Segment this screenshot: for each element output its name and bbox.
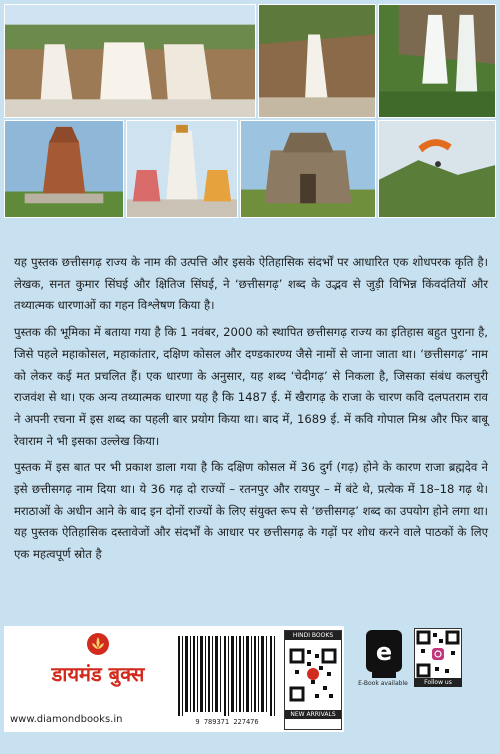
isbn-number: 9 789371 227476 bbox=[195, 718, 259, 726]
publisher-footer bbox=[4, 626, 344, 732]
photo-brick-temple bbox=[4, 120, 124, 218]
qr-top-caption: HINDI BOOKS bbox=[285, 631, 341, 640]
description-paragraph-2: पुस्तक की भूमिका में बताया गया है कि 1 नवंबर, 2000 को स्थापित छत्तीसगढ़ राज्य का इतिहास बहुत पुराना है, जिसे पहले महाकोसल, महाकांतार, दक्षिण कोसल और दण्डकारण्य जैसे नामों से जाना जाता था। ‘छत्तीसगढ़’ नाम को लेकर कई मत प्रचलित हैं। एक धारणा के अनुसार, यह शब्द ‘चेदीगढ़’ से निकला है, जिसका संबंध कलचुरी राजवंश से था। एक अन्य तथ्यात्मक धारणा यह है कि 1487 ई. में खैरागढ़ के राजा के चारण कवि दलपतराम राव ने अपनी रचना में इस शब्द का पहली बार प्रयोग किया था। बाद में, 1689 ई. में कवि गोपाल मिश्र और फिर बाबू रेवाराम ने भी इसका उल्लेख किया। bbox=[14, 325, 488, 448]
photo-white-temple bbox=[126, 120, 238, 218]
book-description bbox=[14, 252, 488, 571]
svg-text:e: e bbox=[375, 638, 393, 666]
qr-bottom-caption: NEW ARRIVALS bbox=[285, 710, 341, 719]
hindi-books-qr-panel[interactable] bbox=[284, 630, 342, 730]
description-paragraph-3: पुस्तक में इस बात पर भी प्रकाश डाला गया है कि दक्षिण कोसल में 36 दुर्ग (गढ़) होने के कारण राजा ब्रह्मदेव ने इसे छत्तीसगढ़ नाम दिया था। ये 36 गढ़ दो राज्यों – रतनपुर और रायपुर – में बंटे थे, प्रत्येक में 18–18 गढ़ थे। मराठाओं के अधीन आने के बाद इन दोनों राज्यों के लिए संयुक्त रूप से ‘छत्तीसगढ़’ शब्द का उपयोग होने लगा था। यह पुस्तक ऐतिहासिक दस्तावेजों और संदर्भों के आधार पर छत्तीसगढ़ के गढ़ों पर शोध करने वाले पाठकों के लिए एक महत्वपूर्ण स्रोत है bbox=[14, 460, 488, 562]
publisher-logo bbox=[18, 632, 178, 692]
photo-paraglider bbox=[378, 120, 496, 218]
publisher-name: डायमंड बुक्स bbox=[51, 662, 145, 686]
photo-stone-temple bbox=[240, 120, 376, 218]
ebook-caption: E-Book available bbox=[358, 680, 408, 687]
isbn-barcode bbox=[174, 634, 280, 718]
lotus-icon bbox=[86, 632, 110, 656]
photo-collage bbox=[4, 4, 496, 218]
instagram-qr-icon bbox=[415, 629, 461, 679]
qr-code-icon bbox=[289, 644, 337, 706]
photo-waterfall-green bbox=[378, 4, 496, 118]
ebook-icon[interactable] bbox=[362, 628, 406, 680]
photo-waterfall-cliff bbox=[258, 4, 376, 118]
photo-waterfall-wide bbox=[4, 4, 256, 118]
description-paragraph-1: यह पुस्तक छत्तीसगढ़ राज्य के नाम की उत्पत्ति और इसके ऐतिहासिक संदर्भों पर आधारित एक शोधपरक कृति है। लेखक, सनत कुमार सिंघई और क्षितिज सिंघई, ने ‘छत्तीसगढ़’ शब्द के उद्भव से जुड़ी विभिन्न किंवदंतियों और तथ्यात्मक धारणाओं का गहन विश्लेषण किया है। bbox=[14, 255, 488, 313]
follow-caption: Follow us bbox=[414, 678, 462, 687]
follow-us-qr[interactable] bbox=[414, 628, 462, 680]
publisher-url[interactable]: www.diamondbooks.in bbox=[10, 714, 123, 725]
